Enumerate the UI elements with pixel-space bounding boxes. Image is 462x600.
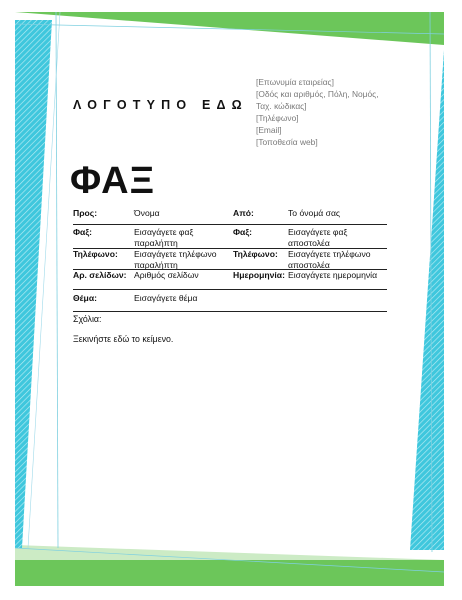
pages-value: Αριθμός σελίδων: [134, 270, 199, 280]
phone-to-label: Τηλέφωνο:: [73, 249, 118, 259]
top-green-band: [15, 12, 444, 45]
company-info: [256, 76, 379, 148]
phone-from-value: Εισαγάγετε τηλέφωνο αποστολέα: [288, 249, 371, 270]
bottom-green-band: [15, 560, 444, 586]
subject-value: Εισαγάγετε θέμα: [134, 293, 198, 303]
comments-label: Σχόλια:: [73, 314, 102, 324]
company-email: [Email]: [256, 125, 282, 135]
left-frame-line: [56, 12, 58, 548]
subject-label: Θέμα:: [73, 293, 97, 303]
phone-to-value: Εισαγάγετε τηλέφωνο παραλήπτη: [134, 249, 217, 270]
from-label: Από:: [233, 208, 254, 218]
to-value: Όνομα: [134, 208, 160, 218]
fax-to-value: Εισαγάγετε φαξ παραλήπτη: [134, 227, 194, 248]
row-divider: [73, 311, 387, 312]
company-website: [Τοποθεσία web]: [256, 137, 318, 147]
left-cyan-wedge: [15, 20, 52, 548]
pages-label: Αρ. σελίδων:: [73, 270, 127, 280]
phone-from-label: Τηλέφωνο:: [233, 249, 278, 259]
right-cyan-wedge: [410, 50, 444, 550]
document-title: ΦΑΞ: [70, 160, 156, 202]
company-name: [Επωνυμία εταιρείας]: [256, 77, 334, 87]
fax-to-label: Φαξ:: [73, 227, 93, 237]
from-value: Το όνομά σας: [288, 208, 341, 218]
fax-from-value: Εισαγάγετε φαξ αποστολέα: [288, 227, 348, 248]
date-value: Εισαγάγετε ημερομηνία: [288, 270, 378, 280]
row-divider: [73, 224, 387, 225]
company-address-line1: [Οδός και αριθμός, Πόλη, Νομός,: [256, 89, 379, 99]
logo-placeholder: ΛΟΓΟΤΥΠΟ ΕΔΩ: [73, 98, 248, 112]
company-address-line2: Ταχ. κώδικας]: [256, 101, 307, 111]
company-phone: [Τηλέφωνο]: [256, 113, 299, 123]
row-divider: [73, 289, 387, 290]
fax-from-label: Φαξ:: [233, 227, 253, 237]
date-label: Ημερομηνία:: [233, 270, 285, 280]
body-text: Ξεκινήστε εδώ το κείμενο.: [73, 334, 174, 344]
to-label: Προς:: [73, 208, 98, 218]
